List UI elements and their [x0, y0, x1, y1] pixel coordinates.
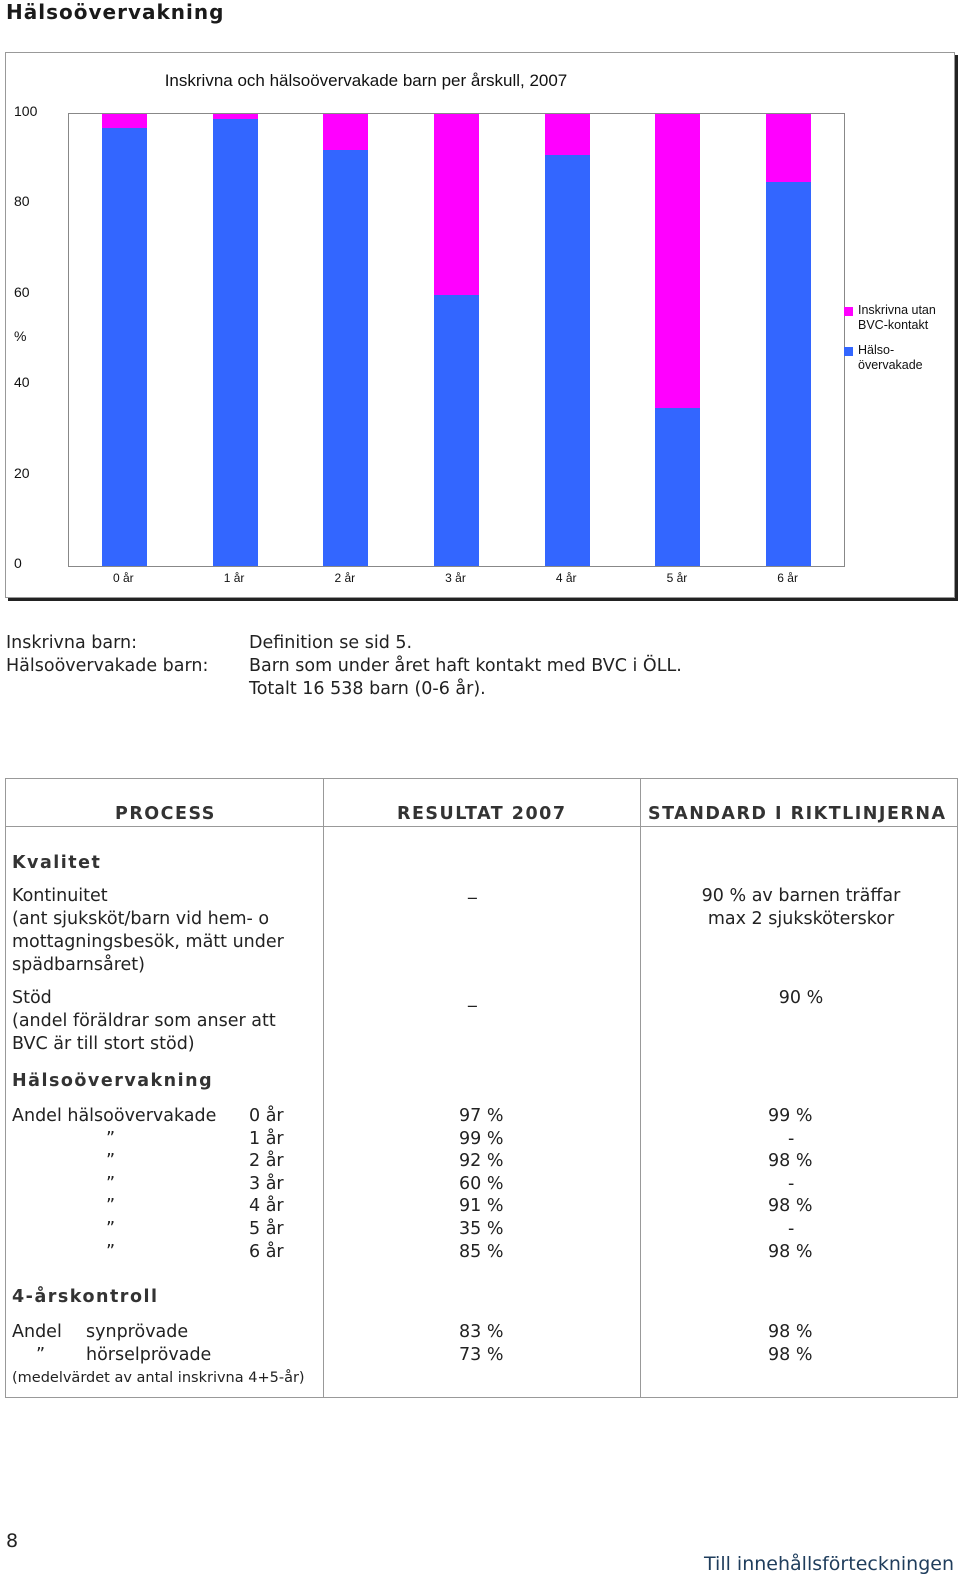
bar-utan-kontakt — [434, 114, 479, 295]
definition-text: Definition se sid 5. — [249, 633, 413, 653]
bar-halsoovervakade — [434, 295, 479, 566]
section-4-arskontroll: 4-årskontroll — [12, 1287, 159, 1307]
legend-label: BVC-kontakt — [858, 318, 929, 332]
age-result: 91 % — [459, 1196, 504, 1217]
y-tick-label: 80 — [14, 193, 30, 210]
chart-frame — [5, 52, 955, 598]
ditto-mark: ” — [106, 1241, 116, 1262]
header-process: PROCESS — [115, 804, 216, 824]
age-standard: - — [788, 1173, 795, 1194]
bar-halsoovervakade — [102, 128, 147, 566]
stod-standard: 90 % — [778, 988, 824, 1008]
age-result: 60 % — [459, 1173, 504, 1194]
y-tick-label: 0 — [14, 555, 22, 571]
bar-halsoovervakade — [766, 182, 811, 566]
definitions — [6, 633, 682, 702]
legend-label: Inskrivna utan — [858, 303, 936, 317]
process-table — [5, 778, 958, 1398]
y-tick-label: 20 — [14, 464, 30, 481]
y-tick-label: 60 — [14, 283, 30, 300]
toc-link[interactable]: Till innehållsförteckningen — [704, 1553, 954, 1575]
ditto-mark: ” — [106, 1219, 116, 1239]
bar-utan-kontakt — [545, 114, 590, 155]
page-number: 8 — [6, 1530, 19, 1552]
bar-halsoovervakade — [323, 150, 368, 566]
bar-halsoovervakade — [213, 119, 258, 566]
bar-halsoovervakade — [545, 155, 590, 566]
y-tick-label: 100 — [14, 103, 38, 119]
stod-description: Stöd (andel föräldrar som anser att BVC är till stort stöd) — [12, 988, 276, 1054]
age-result: 97 % — [459, 1106, 504, 1126]
kontinuitet-result: _ — [468, 880, 477, 900]
age-result: 35 % — [459, 1219, 504, 1239]
age-result: 85 % — [459, 1241, 504, 1262]
x-tick-label: 3 år — [445, 571, 466, 585]
x-tick-label: 1 år — [223, 571, 245, 585]
age-standard: 98 % — [768, 1196, 813, 1217]
legend-label: övervakade — [858, 358, 923, 372]
kontinuitet-description: Kontinuitet (ant sjuksköt/barn vid hem- o mottagningsbesök, mätt under spädbarnsåret) — [12, 886, 284, 975]
header-standard: STANDARD I RIKTLINJERNA — [648, 804, 947, 824]
fyra-result: 73 % — [459, 1345, 504, 1365]
ditto-mark: ” — [106, 1151, 116, 1172]
age-label: 6 år — [249, 1241, 284, 1262]
fyra-label: Andel — [12, 1322, 62, 1342]
fyra-item: synprövade — [86, 1322, 189, 1342]
legend-item-halsoovervakade — [844, 343, 954, 373]
x-tick-label: 0 år — [113, 571, 134, 585]
legend-label: Hälso- — [858, 343, 895, 357]
legend-item-utan-kontakt — [844, 303, 954, 333]
x-tick-label: 4 år — [555, 571, 577, 585]
age-standard: 99 % — [768, 1106, 813, 1126]
fyra-standard: 98 % — [768, 1345, 813, 1365]
page-title: Hälsoövervakning — [6, 0, 225, 24]
definition-row — [6, 656, 682, 679]
age-standard: 98 % — [768, 1241, 813, 1262]
age-label: 4 år — [249, 1196, 284, 1217]
bar-utan-kontakt — [102, 114, 147, 128]
age-result: 99 % — [459, 1128, 504, 1149]
legend-swatch-halsoovervakade — [844, 347, 853, 356]
age-label: 2 år — [249, 1151, 284, 1172]
definition-row — [6, 633, 682, 656]
x-tick-label: 6 år — [777, 571, 798, 585]
definition-term: Hälsoövervakade barn: — [6, 656, 209, 676]
bar-halsoovervakade — [655, 408, 700, 566]
age-standard: - — [788, 1219, 795, 1239]
plot-area — [68, 113, 845, 567]
fyra-item: hörselprövade — [86, 1345, 212, 1365]
age-standard: - — [788, 1128, 795, 1149]
fyra-result: 83 % — [459, 1322, 504, 1342]
header-resultat: RESULTAT 2007 — [397, 804, 567, 824]
age-label: 1 år — [249, 1128, 284, 1149]
age-label: 3 år — [249, 1173, 284, 1194]
ditto-mark: ” — [106, 1128, 116, 1149]
ditto-mark: ” — [106, 1173, 116, 1194]
chart-legend — [844, 303, 954, 383]
andel-halsoovervakade-label: Andel hälsoövervakade — [12, 1106, 217, 1126]
bar-utan-kontakt — [766, 114, 811, 182]
chart-title: Inskrivna och hälsoövervakade barn per årskull, 2007 — [164, 71, 568, 90]
section-halsoovervakning: Hälsoövervakning — [12, 1071, 214, 1091]
definition-term: Inskrivna barn: — [6, 633, 138, 653]
age-label: 0 år — [249, 1106, 284, 1126]
fyra-note: (medelvärdet av antal inskrivna 4+5-år) — [12, 1370, 305, 1386]
legend-swatch-utan-kontakt — [844, 307, 853, 316]
age-label: 5 år — [249, 1219, 284, 1239]
section-kvalitet: Kvalitet — [12, 853, 102, 873]
ditto-mark: ” — [106, 1196, 116, 1217]
y-tick-label: 40 — [14, 374, 30, 391]
x-tick-label: 5 år — [666, 571, 688, 585]
x-tick-label: 2 år — [334, 571, 356, 585]
fyra-standard: 98 % — [768, 1322, 813, 1342]
stod-result: _ — [468, 988, 477, 1008]
y-axis-label: % — [14, 328, 27, 344]
definition-text: Barn som under året haft kontakt med BVC i ÖLL. — [249, 656, 682, 676]
definition-row — [6, 679, 682, 702]
age-result: 92 % — [459, 1151, 504, 1172]
bar-utan-kontakt — [655, 114, 700, 408]
bar-utan-kontakt — [323, 114, 368, 150]
age-standard: 98 % — [768, 1151, 813, 1172]
kontinuitet-standard: 90 % av barnen träffar max 2 sjuksköterskor — [701, 886, 901, 929]
fyra-label: ” — [36, 1345, 46, 1365]
bar-utan-kontakt — [213, 114, 258, 119]
definition-text: Totalt 16 538 barn (0-6 år). — [249, 679, 486, 699]
